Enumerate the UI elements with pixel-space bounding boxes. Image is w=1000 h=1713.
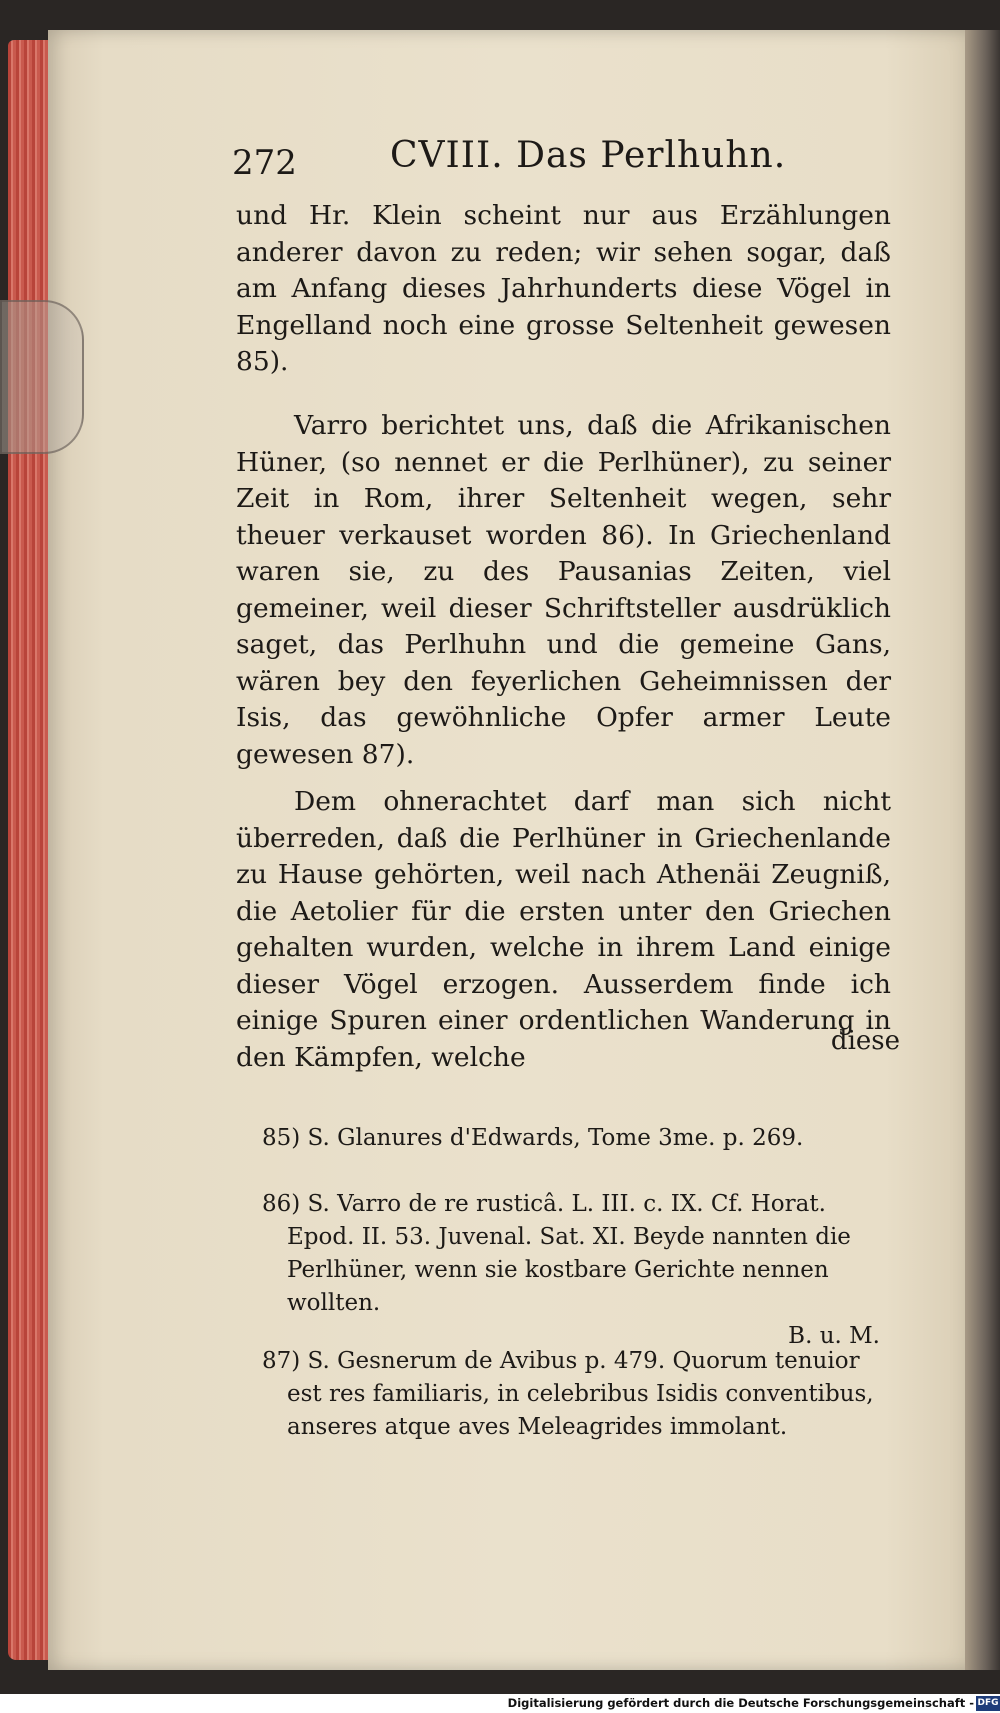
footer-credit: Digitalisierung gefördert durch die Deutsche Forschungsgemeinschaft - [507, 1696, 974, 1710]
footnote-86-signature: B. u. M. [788, 1323, 880, 1349]
body-text [236, 198, 891, 381]
body-text [236, 784, 891, 1076]
footnote-87 [262, 1345, 890, 1444]
book-gutter-shadow [965, 30, 1000, 1670]
paragraph-2: Varro berichtet uns, daß die Afrikanischen Hüner, (so nennet er die Perlhüner), zu seiner Zeit in Rom, ihrer Seltenheit wegen, sehr theuer verkauset worden 86). In Griechenland waren sie, zu des Pausanias Zeiten, viel gemeiner, weil dieser Schriftsteller ausdrüklich saget, das Perlhuhn und die gemeine Gans, wären bey den feyerlichen Geheimnissen der Isis, das gewöhnliche Opfer armer Leute gewesen 87). [236, 410, 891, 770]
paragraph-1: und Hr. Klein scheint nur aus Erzählungen anderer davon zu reden; wir sehen sogar, daß am Anfang dieses Jahrhunderts diese Vögel in Engelland noch eine grosse Seltenheit gewesen 85). [236, 200, 891, 377]
footnote-85 [262, 1122, 890, 1155]
page-number: 272 [232, 143, 297, 183]
dfg-logo: DFG [976, 1696, 1000, 1711]
footnote-86-text: 86) S. Varro de re rusticâ. L. III. c. IX. Cf. Horat. Epod. II. 53. Juvenal. Sat. XI. Beyde nannten die Perlhüner, wenn sie kostbare Gerichte nennen wollten. [262, 1191, 851, 1316]
running-head [0, 135, 1000, 185]
catchword: diese [830, 1026, 900, 1056]
page-clip [0, 300, 84, 454]
body-text [236, 408, 891, 773]
footnote-87-text: 87) S. Gesnerum de Avibus p. 479. Quorum tenuior est res familiaris, in celebribus Isidis conventibus, anseres atque aves Meleagrides immolant. [262, 1348, 874, 1440]
chapter-title: CVIII. Das Perlhuhn. [390, 135, 787, 176]
paragraph-3: Dem ohnerachtet darf man sich nicht überreden, daß die Perlhüner in Griechenlande zu Hause gehörten, weil nach Athenäi Zeugniß, die Aetolier für die ersten unter den Griechen gehalten wurden, welche in ihrem Land einige dieser Vögel erzogen. Ausserdem finde ich einige Spuren einer ordentlichen Wanderung in den Kämpfen, welche [236, 786, 891, 1073]
footnote-86 [262, 1188, 890, 1353]
digitization-footer [0, 1694, 1000, 1713]
footnote-85-text: 85) S. Glanures d'Edwards, Tome 3me. p. 269. [262, 1125, 804, 1151]
